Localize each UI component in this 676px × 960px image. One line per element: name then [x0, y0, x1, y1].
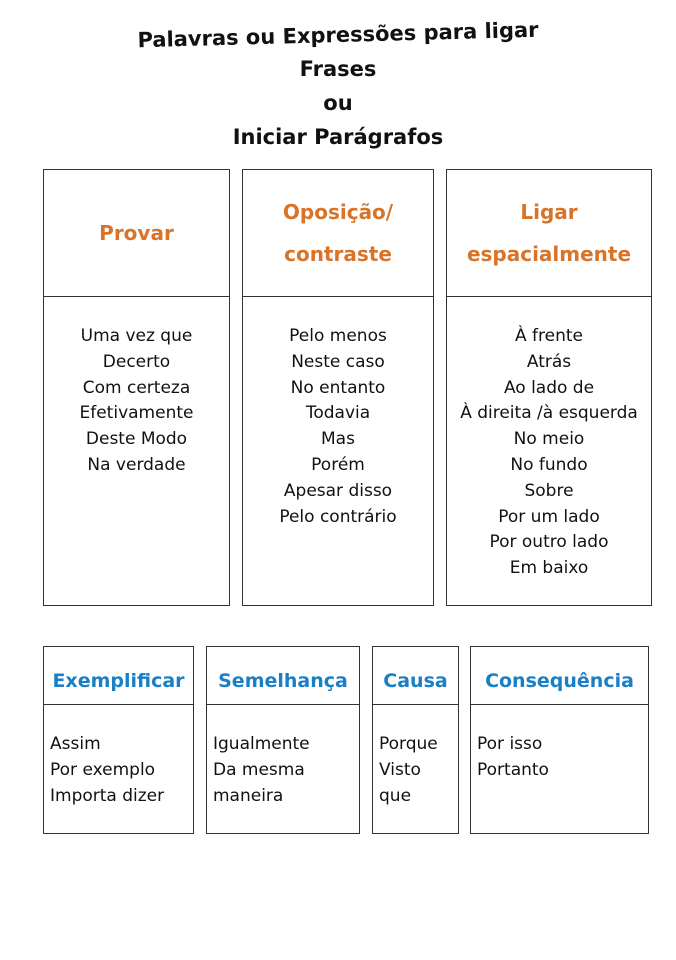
box-exemplificar	[43, 646, 194, 834]
box-semelhanca	[206, 646, 360, 834]
list-item: Igualmente	[213, 734, 310, 754]
list-item: No meio	[513, 429, 585, 450]
list-item: Por um lado	[498, 506, 600, 527]
list-item: Decerto	[102, 351, 171, 372]
box-heading: Provar	[99, 221, 174, 245]
word-list	[243, 324, 433, 530]
word-list	[447, 324, 651, 582]
box-heading-area	[207, 647, 359, 705]
list-item: Importa dizer	[50, 785, 165, 806]
box-heading: Exemplificar	[52, 669, 185, 692]
box-provar	[43, 169, 230, 606]
list-item: Pelo contrário	[279, 506, 397, 527]
box-heading: Ligar espacialmente	[466, 200, 632, 266]
box-heading: Oposição/ contraste	[282, 200, 394, 266]
title-line-1: Palavras ou Expressões para ligar	[137, 17, 539, 53]
list-item: Da mesma	[213, 759, 305, 780]
list-item: Na verdade	[87, 454, 186, 475]
list-item: Neste caso	[291, 351, 385, 372]
word-list	[213, 732, 355, 809]
list-item: Por isso	[477, 734, 543, 754]
title-line-3: ou	[323, 91, 353, 115]
box-heading-area	[44, 647, 193, 705]
list-item: que	[379, 785, 412, 806]
box-heading-area	[471, 647, 648, 705]
word-list	[477, 732, 644, 784]
box-ligar-espacialmente	[446, 169, 652, 606]
list-item: Por exemplo	[50, 759, 156, 780]
list-item: Em baixo	[509, 558, 589, 579]
word-list	[379, 732, 454, 809]
list-item: Ao lado de	[503, 377, 595, 398]
page-title	[0, 18, 676, 154]
list-item: Com certeza	[82, 377, 191, 398]
box-consequencia	[470, 646, 649, 834]
word-list	[50, 732, 189, 809]
box-heading-area	[44, 170, 229, 297]
list-item: maneira	[213, 785, 284, 806]
list-item: Atrás	[526, 351, 572, 372]
box-heading: Semelhança	[218, 669, 348, 692]
list-item: Porém	[311, 454, 365, 475]
list-item: Mas	[321, 429, 355, 450]
list-item: Visto	[379, 759, 421, 780]
list-item: Portanto	[477, 759, 549, 780]
list-item: Por outro lado	[489, 532, 609, 553]
list-item: Uma vez que	[80, 326, 193, 346]
box-heading: Consequência	[485, 669, 634, 692]
title-line-2: Frases	[299, 57, 377, 81]
list-item: Deste Modo	[85, 429, 188, 450]
box-heading: Causa	[383, 669, 448, 692]
box-causa	[372, 646, 459, 834]
box-heading-area	[447, 170, 651, 297]
list-item: Efetivamente	[79, 403, 194, 424]
list-item: À direita /à esquerda	[460, 403, 638, 424]
list-item: À frente	[515, 326, 583, 346]
box-oposicao	[242, 169, 434, 606]
box-heading-area	[243, 170, 433, 297]
list-item: Sobre	[524, 480, 574, 501]
list-item: Pelo menos	[289, 326, 387, 346]
list-item: No fundo	[510, 454, 588, 475]
list-item: No entanto	[290, 377, 386, 398]
box-heading-area	[373, 647, 458, 705]
title-line-4: Iniciar Parágrafos	[232, 125, 444, 149]
list-item: Apesar disso	[283, 480, 393, 501]
list-item: Assim	[50, 734, 101, 754]
list-item: Todavia	[305, 403, 371, 424]
word-list	[44, 324, 229, 479]
list-item: Porque	[379, 734, 438, 754]
